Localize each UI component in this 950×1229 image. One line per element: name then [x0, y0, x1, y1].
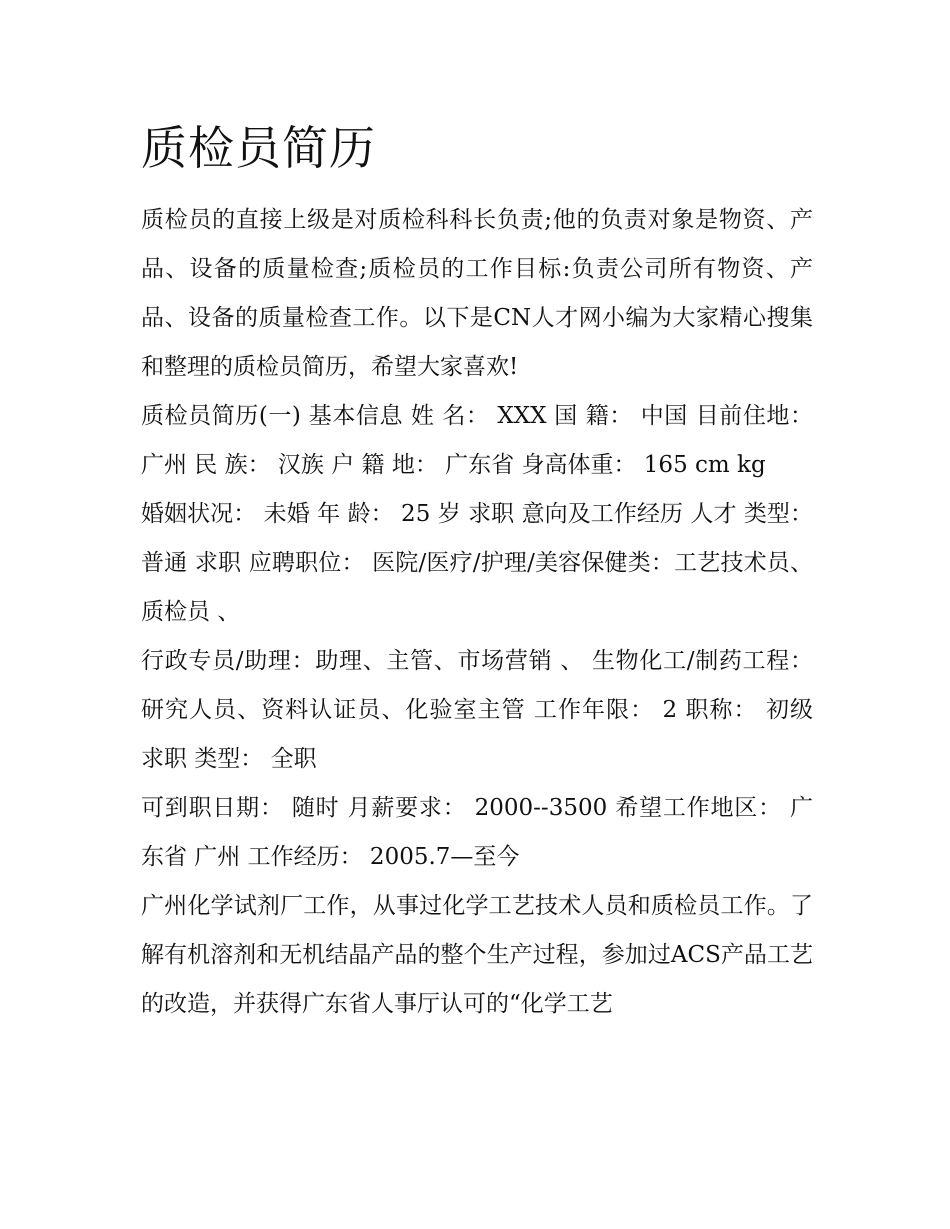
- job-positions-paragraph: 行政专员/助理：助理、主管、市场营销 、 生物化工/制药工程：研究人员、资料认证员、化验室主管 工作年限： 2 职称： 初级 求职 类型： 全职: [141, 648, 813, 772]
- job-intent-paragraph: 婚姻状况： 未婚 年 龄： 25 岁 求职 意向及工作经历 人才 类型： 普通 求职 应聘职位： 医院/医疗/护理/美容保健类：工艺技术员、质检员 、: [141, 501, 813, 625]
- availability-paragraph: 可到职日期： 随时 月薪要求： 2000--3500 希望工作地区： 广东省 广州 工作经历： 2005.7—至今: [141, 795, 813, 870]
- document-title: 质检员简历: [141, 121, 376, 175]
- basic-info-paragraph: 质检员简历(一) 基本信息 姓 名： XXX 国 籍： 中国 目前住地： 广州 民 族： 汉族 户 籍 地： 广东省 身高体重： 165 cm kg: [141, 403, 813, 478]
- intro-paragraph: 质检员的直接上级是对质检科科长负责;他的负责对象是物资、产品、设备的质量检查;质检员的工作目标:负责公司所有物资、产品、设备的质量检查工作。以下是CN人才网小编为大家精心搜集和整理的质检员简历，希望大家喜欢!: [141, 207, 813, 380]
- document-body: [141, 112, 813, 1029]
- work-experience-paragraph: 广州化学试剂厂工作，从事过化学工艺技术人员和质检员工作。了解有机溶剂和无机结晶产品的整个生产过程，参加过ACS产品工艺的改造，并获得广东省人事厅认可的“化学工艺: [141, 893, 813, 1017]
